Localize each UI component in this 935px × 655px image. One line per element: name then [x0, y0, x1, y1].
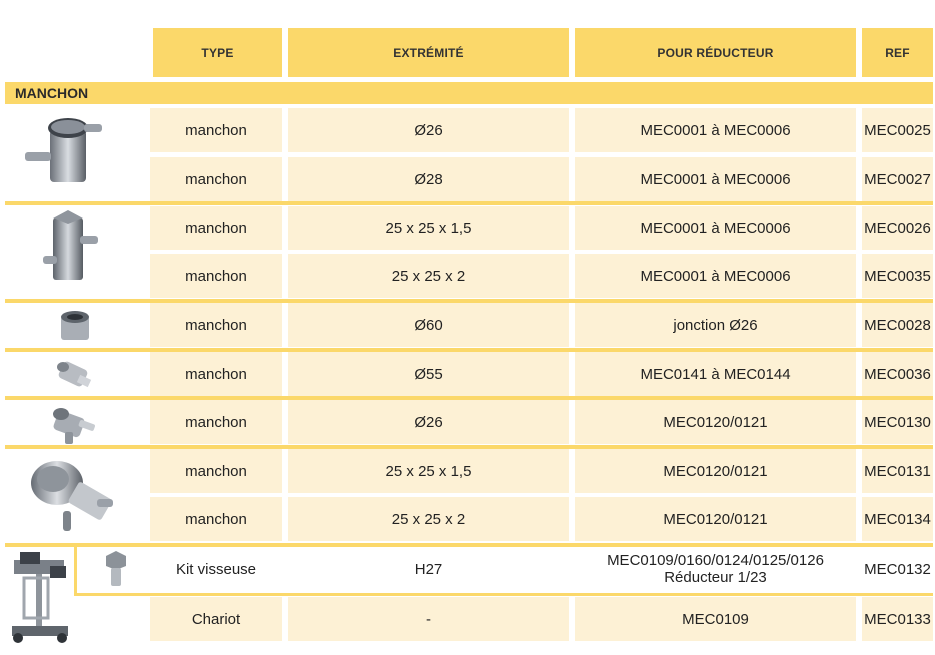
cell-reducteur: MEC0120/0121 [575, 449, 856, 493]
cell-ref: MEC0132 [862, 547, 933, 591]
cell-extremite: Ø55 [288, 352, 569, 396]
cell-type: manchon [150, 449, 282, 493]
cell-type: manchon [150, 303, 282, 347]
manchon-photo-3 [55, 308, 95, 344]
chariot-photo [6, 548, 74, 644]
header-extremite: EXTRÉMITÉ [288, 28, 569, 77]
cell-ref: MEC0036 [862, 352, 933, 396]
cell-extremite: Ø60 [288, 303, 569, 347]
cell-type: Chariot [150, 597, 282, 641]
cell-type: manchon [150, 254, 282, 298]
cell-ref: MEC0134 [862, 497, 933, 541]
kit-frame-left [74, 547, 77, 595]
cell-reducteur: MEC0141 à MEC0144 [575, 352, 856, 396]
header-pour-reducteur: POUR RÉDUCTEUR [575, 28, 856, 77]
cell-extremite: 25 x 25 x 2 [288, 254, 569, 298]
cell-reducteur: MEC0120/0121 [575, 497, 856, 541]
cell-ref: MEC0131 [862, 449, 933, 493]
cell-ref: MEC0025 [862, 108, 933, 152]
cell-ref: MEC0026 [862, 206, 933, 250]
cell-reducteur: jonction Ø26 [575, 303, 856, 347]
cell-extremite: 25 x 25 x 2 [288, 497, 569, 541]
section-title: MANCHON [5, 82, 933, 104]
cell-reducteur: MEC0001 à MEC0006 [575, 254, 856, 298]
cell-extremite: Ø26 [288, 108, 569, 152]
reducteur-line-1: MEC0109/0160/0124/0125/0126 [607, 552, 824, 569]
cell-type: manchon [150, 108, 282, 152]
group-separator [5, 201, 933, 205]
cell-reducteur: MEC0001 à MEC0006 [575, 206, 856, 250]
header-type: TYPE [153, 28, 282, 77]
manchon-photo-1 [20, 110, 115, 190]
kit-visseuse-photo [100, 550, 132, 590]
cell-ref: MEC0130 [862, 400, 933, 444]
cell-reducteur: MEC0109 [575, 597, 856, 641]
cell-extremite: 25 x 25 x 1,5 [288, 206, 569, 250]
cell-extremite: - [288, 597, 569, 641]
header-ref: REF [862, 28, 933, 77]
manchon-photo-5 [45, 402, 100, 446]
cell-reducteur [575, 547, 856, 591]
cell-reducteur: MEC0120/0121 [575, 400, 856, 444]
manchon-photo-4 [52, 355, 97, 395]
cell-ref: MEC0035 [862, 254, 933, 298]
cell-ref: MEC0027 [862, 157, 933, 201]
manchon-photo-2 [35, 208, 105, 294]
cell-type: manchon [150, 157, 282, 201]
cell-type: manchon [150, 497, 282, 541]
reducteur-line-2: Réducteur 1/23 [664, 569, 767, 586]
cell-type: Kit visseuse [150, 547, 282, 591]
cell-type: manchon [150, 400, 282, 444]
cell-extremite: Ø26 [288, 400, 569, 444]
cell-extremite: H27 [288, 547, 569, 591]
cell-reducteur: MEC0001 à MEC0006 [575, 157, 856, 201]
cell-type: manchon [150, 206, 282, 250]
cell-type: manchon [150, 352, 282, 396]
cell-reducteur: MEC0001 à MEC0006 [575, 108, 856, 152]
cell-extremite: 25 x 25 x 1,5 [288, 449, 569, 493]
cell-ref: MEC0028 [862, 303, 933, 347]
kit-frame-bottom [74, 593, 933, 596]
cell-ref: MEC0133 [862, 597, 933, 641]
manchon-photo-6 [25, 455, 125, 539]
cell-extremite: Ø28 [288, 157, 569, 201]
